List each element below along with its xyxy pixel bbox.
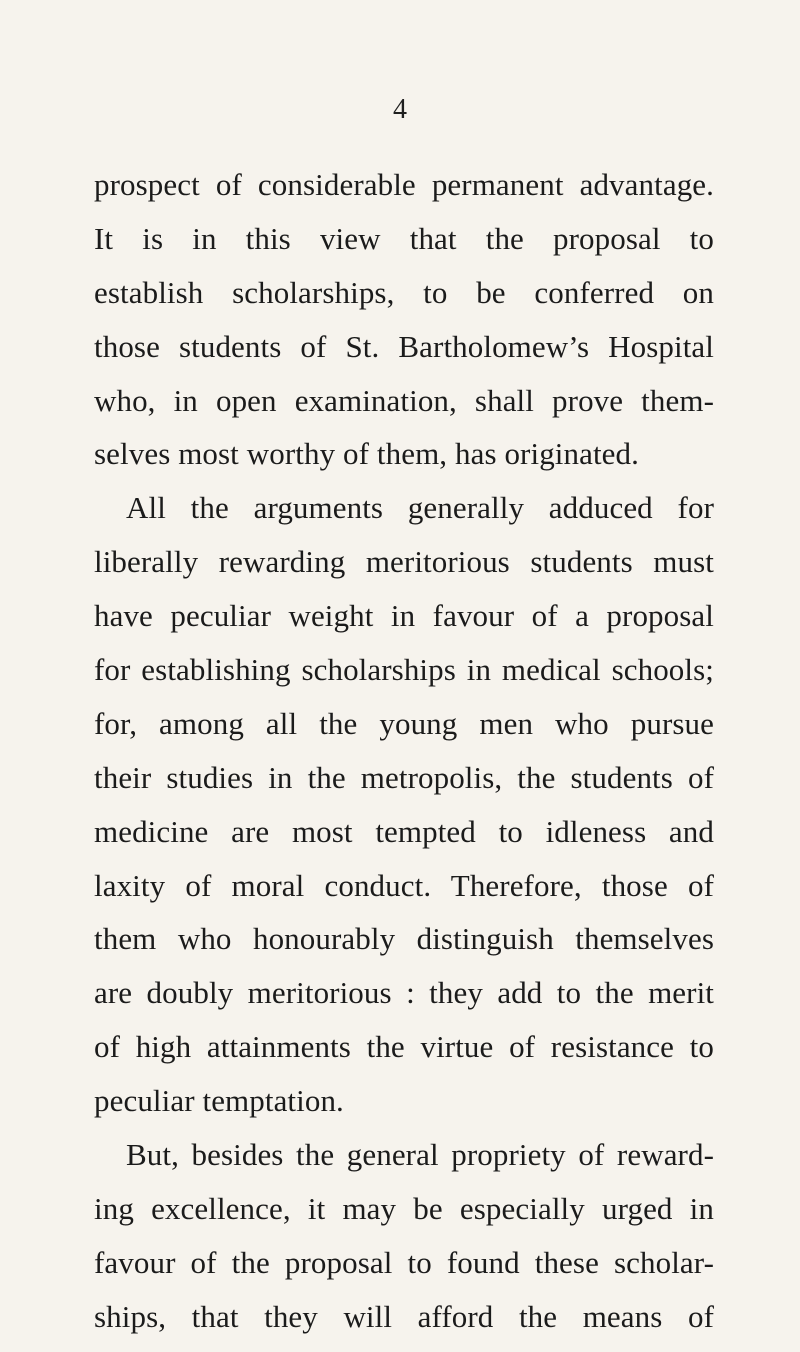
text-line: laxity of moral conduct. Therefore, those of — [94, 867, 714, 903]
text-line: All the arguments generally adduced for — [126, 490, 714, 526]
text-line: It is in this view that the proposal to — [94, 220, 714, 256]
text-line: prospect of considerable permanent advantage. — [94, 167, 714, 202]
text-line: are doubly meritorious : they add to the merit — [94, 975, 714, 1011]
text-line: peculiar temptation. — [94, 1083, 344, 1119]
text-line: their studies in the metropolis, the students of — [94, 759, 714, 795]
text-line: liberally rewarding meritorious students must — [94, 544, 714, 580]
text-line: But, besides the general propriety of reward- — [126, 1137, 714, 1173]
text-line: for establishing scholarships in medical schools; — [94, 652, 714, 688]
text-line: ing excellence, it may be especially urged in — [94, 1190, 714, 1226]
text-line: ships, that they will afford the means of — [94, 1298, 714, 1334]
text-line: favour of the proposal to found these scholar- — [94, 1244, 714, 1280]
text-line: who, in open examination, shall prove them- — [94, 382, 714, 418]
text-line: for, among all the young men who pursue — [94, 705, 714, 741]
text-line: establish scholarships, to be conferred on — [94, 274, 714, 310]
text-line: those students of St. Bartholomew’s Hospital — [94, 328, 714, 364]
text-line: selves most worthy of them, has originated. — [94, 436, 639, 472]
body-text — [94, 158, 714, 1344]
text-line: them who honourably distinguish themselves — [94, 921, 714, 957]
text-line: have peculiar weight in favour of a proposal — [94, 598, 714, 634]
text-line: medicine are most tempted to idleness and — [94, 813, 714, 849]
page-number: 4 — [393, 94, 407, 125]
text-line: of high attainments the virtue of resistance to — [94, 1029, 714, 1065]
